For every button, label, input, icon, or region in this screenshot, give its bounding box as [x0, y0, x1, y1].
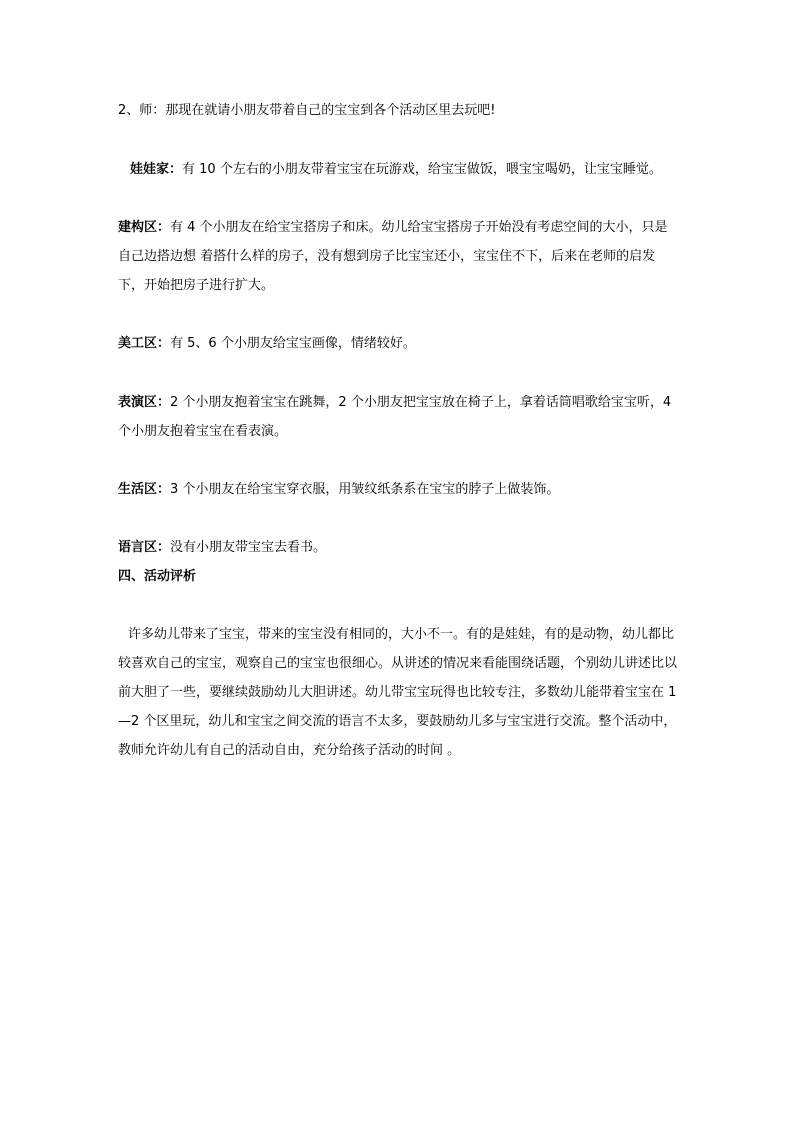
section-heading: 四、活动评析 [118, 569, 197, 584]
paragraph-text: 有 4 个小朋友在给宝宝搭房子和床。幼儿给宝宝搭房子开始没有考虑空间的大小，只是自己边搭边想 着搭什么样的房子，没有想到房子比宝宝还小，宝宝住不下，后来在老师的启发下，开始把房子进行扩大。 [118, 220, 668, 293]
paragraph-life-area [118, 475, 678, 504]
paragraph-label: 语言区： [118, 540, 171, 555]
paragraph-label: 建构区： [118, 220, 171, 235]
paragraph-label: 美工区： [118, 336, 171, 351]
paragraph-text: 3 个小朋友在给宝宝穿衣服，用皱纹纸条系在宝宝的脖子上做装饰。 [170, 482, 560, 497]
paragraph-art-area [118, 329, 678, 358]
paragraph-label: 生活区： [118, 482, 171, 497]
paragraph-teacher-instruction [118, 96, 678, 125]
paragraph-text: 2 个小朋友抱着宝宝在跳舞，2 个小朋友把宝宝放在椅子上，拿着话筒唱歌给宝宝听，4 个小朋友抱着宝宝在看表演。 [118, 395, 672, 439]
paragraph-label: 表演区： [118, 395, 171, 410]
paragraph-text: 有 10 个左右的小朋友带着宝宝在玩游戏，给宝宝做饭，喂宝宝喝奶，让宝宝睡觉。 [182, 162, 662, 177]
paragraph-performance-area [118, 388, 678, 446]
paragraph-label: 娃娃家： [130, 162, 183, 177]
analysis-paragraph: 许多幼儿带来了宝宝，带来的宝宝没有相同的，大小不一。有的是娃娃，有的是动物，幼儿都比较喜欢自己的宝宝，观察自己的宝宝也很细心。从讲述的情况来看能围绕话题，个别幼儿讲述比以前大胆了一些，要继续鼓励幼儿大胆讲述。幼儿带宝宝玩得也比较专注，多数幼儿能带着宝宝在 1—2 个区里玩，幼儿和宝宝之间交流的语言不太多，要鼓励幼儿多与宝宝进行交流。整个活动中，教师允许幼儿有自己的活动自由，充分给孩子活动的时间 。 [118, 627, 678, 758]
paragraph-text: 没有小朋友带宝宝去看书。 [170, 540, 327, 555]
paragraph-construction-area [118, 213, 678, 300]
paragraph-text: 有 5、6 个小朋友给宝宝画像，情绪较好。 [170, 336, 416, 351]
paragraph-language-area [118, 533, 678, 562]
paragraph-doll-house [130, 155, 690, 184]
paragraph-text: 2、师：那现在就请小朋友带着自己的宝宝到各个活动区里去玩吧! [118, 103, 496, 118]
